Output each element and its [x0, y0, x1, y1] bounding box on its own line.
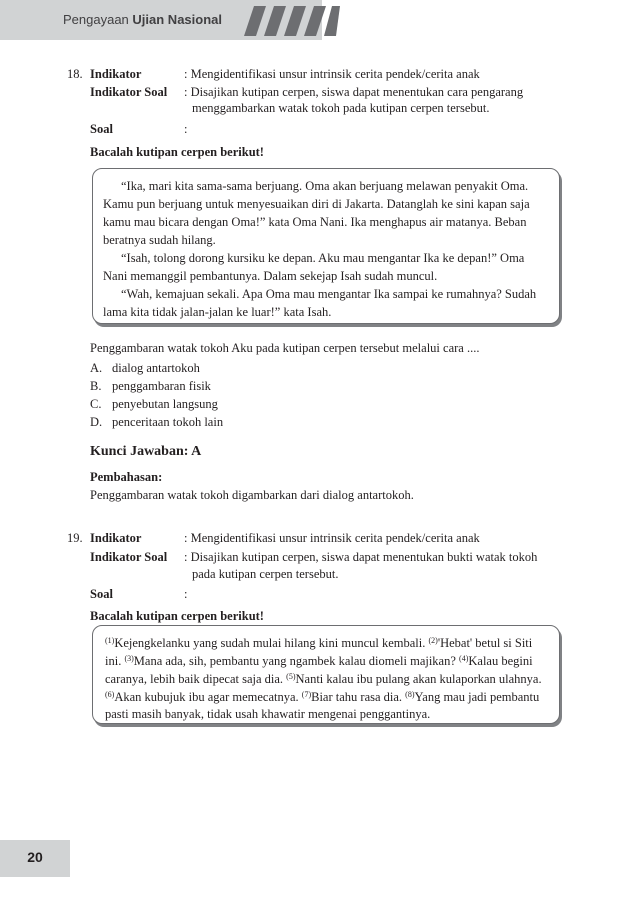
q18-indikator-soal-line1: : Disajikan kutipan cerpen, siswa dapat menentukan cara pengarang — [184, 85, 524, 99]
header-title-regular: Pengayaan — [63, 12, 129, 27]
running-header — [63, 12, 222, 27]
q18-passage-line: “Wah, kemajuan sekali. Apa Oma mau mengantar Ika sampai ke rumahnya? Sudah — [121, 287, 537, 301]
q18-option-a: dialog antartokoh — [112, 361, 200, 375]
q19-indikator-soal-line2: pada kutipan cerpen tersebut. — [192, 567, 339, 581]
sentence-text: Nanti kalau ibu pulang akan kulaporkan ulahnya. — [295, 672, 542, 686]
header-stripes-decoration — [244, 6, 340, 36]
q19-soal-label: Soal — [90, 587, 113, 601]
q19-passage-line — [105, 671, 542, 687]
q19-instruction: Bacalah kutipan cerpen berikut! — [90, 609, 264, 623]
sentence-text: Akan kubujuk ibu agar memecatnya. — [114, 690, 302, 704]
q18-option-letter: A. — [90, 361, 103, 375]
sentence-text: Biar tahu rasa dia. — [311, 690, 406, 704]
sentence-marker: (7) — [301, 690, 312, 699]
q18-number: 18. — [67, 67, 83, 81]
q18-indikator-label: Indikator — [90, 67, 142, 81]
q18-indikator-soal-line2: menggambarkan watak tokoh pada kutipan cerpen tersebut. — [192, 101, 490, 115]
sentence-marker: (3) — [124, 654, 134, 663]
sentence-marker: (8) — [405, 690, 415, 699]
q18-option-d: penceritaan tokoh lain — [112, 415, 224, 429]
q18-passage-line: Nani memanggil pembantunya. Dalam sekejap Isah sudah muncul. — [103, 269, 438, 283]
sentence-text: caranya, lebih baik dipecat saja dia. — [105, 672, 287, 686]
q19-passage-box — [92, 625, 560, 724]
q18-option-letter: C. — [90, 397, 102, 411]
q18-soal-label: Soal — [90, 122, 113, 136]
sentence-text: 'Hebat' betul si Siti — [437, 636, 533, 650]
page-number: 20 — [27, 849, 43, 865]
q18-soal-colon: : — [184, 122, 188, 136]
q18-passage-line: Kamu pun berjuang untuk menyesuaikan diri di Jakarta. Datanglah ke sini kapan saja — [103, 197, 530, 211]
sentence-text: Yang mau jadi pembantu — [414, 690, 540, 704]
sentence-text: Mana ada, sih, pembantu yang ngambek kalau diomeli majikan? — [133, 654, 460, 668]
sentence-marker: (1) — [105, 636, 115, 645]
q19-number: 19. — [67, 531, 83, 545]
sentence-marker: (4) — [459, 654, 469, 663]
q18-explanation-label: Pembahasan: — [90, 470, 163, 484]
q18-passage-line: lama kita tidak jalan-jalan ke luar!” kata Isah. — [103, 305, 332, 319]
q18-option-letter: D. — [90, 415, 103, 429]
q19-indikator-label: Indikator — [90, 531, 142, 545]
q19-indikator-soal-line1: : Disajikan kutipan cerpen, siswa dapat menentukan bukti watak tokoh — [184, 550, 538, 564]
sentence-text: Kalau begini — [468, 654, 533, 668]
q19-passage-line — [105, 653, 533, 669]
q18-passage-line: “Ika, mari kita sama-sama berjuang. Oma akan berjuang melawan penyakit Oma. — [121, 179, 529, 193]
sentence-marker: (5) — [286, 672, 296, 681]
sentence-text: ini. — [105, 654, 125, 668]
q19-soal-colon: : — [184, 587, 188, 601]
q18-answer-key: Kunci Jawaban: A — [90, 444, 202, 459]
q19-passage-line — [105, 689, 539, 705]
sentence-marker: (2) — [428, 636, 438, 645]
q18-indikator-soal-label: Indikator Soal — [90, 85, 168, 99]
q18-question: Penggambaran watak tokoh Aku pada kutipan cerpen tersebut melalui cara .... — [90, 341, 480, 355]
q18-passage-box — [92, 168, 560, 324]
sentence-text: Kejengkelanku yang sudah mulai hilang kini muncul kembali. — [114, 636, 429, 650]
q19-passage-line — [105, 635, 532, 651]
q18-passage-line: beratnya sudah hilang. — [103, 233, 216, 247]
q18-option-c: penyebutan langsung — [112, 397, 218, 411]
q18-passage-line: “Isah, tolong dorong kursiku ke depan. Aku mau mengantar Ika ke depan!” Oma — [121, 251, 525, 265]
header-title-bold: Ujian Nasional — [132, 12, 222, 27]
q18-indikator-text: : Mengidentifikasi unsur intrinsik cerita pendek/cerita anak — [184, 67, 480, 81]
sentence-marker: (6) — [105, 690, 115, 699]
q18-option-b: penggambaran fisik — [112, 379, 211, 393]
q19-indikator-text: : Mengidentifikasi unsur intrinsik cerita pendek/cerita anak — [184, 531, 480, 545]
q18-instruction: Bacalah kutipan cerpen berikut! — [90, 145, 264, 159]
q19-passage-line: pasti masih banyak, tidak usah khawatir mengenai penggantinya. — [105, 707, 431, 721]
q18-explanation-text: Penggambaran watak tokoh digambarkan dari dialog antartokoh. — [90, 488, 414, 502]
q18-passage-line: kamu mau bicara dengan Oma!” kata Oma Nani. Ika menghapus air matanya. Beban — [103, 215, 527, 229]
q19-indikator-soal-label: Indikator Soal — [90, 550, 168, 564]
q18-option-letter: B. — [90, 379, 102, 393]
